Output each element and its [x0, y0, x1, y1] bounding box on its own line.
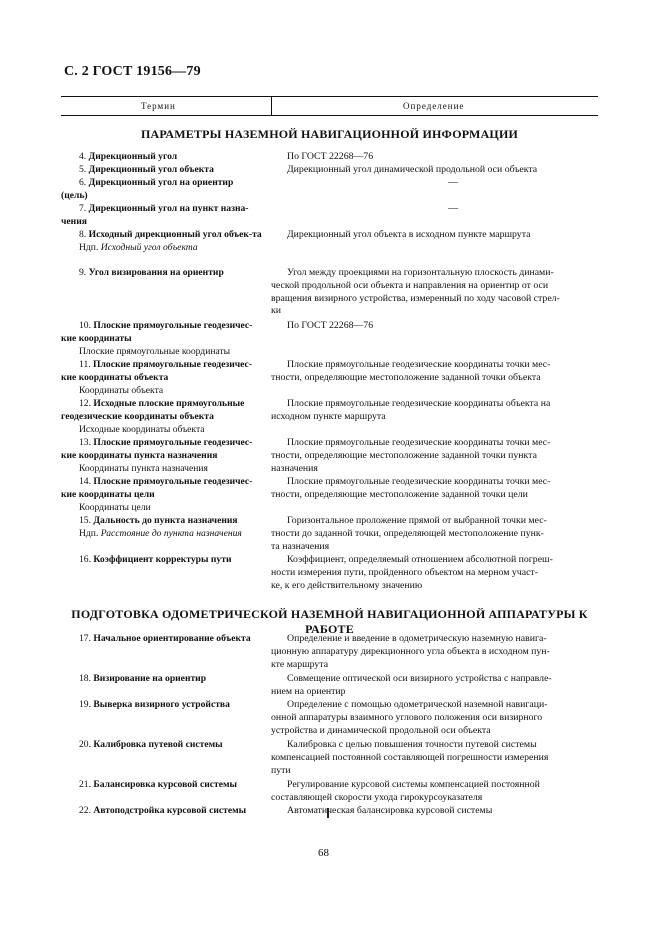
definition: Определение с помощью одометрической наземной навигаци- онной аппаратуры взаимного углового положения оси визирного устройства и динамической продольной оси объекта: [271, 699, 548, 736]
term-row: 16. Коэффициент корректуры пути: [79, 554, 232, 565]
term-row: 12. Исходные плоские прямоугольные геодезические координаты объекта Исходные координаты объекта: [61, 398, 245, 435]
definition: Коэффициент, определяемый отношением абсолютной погреш- ности измерения пути, пройденного объектом на мерном участ- ке, к его действительному значению: [271, 554, 553, 591]
margin-tick: [327, 808, 333, 818]
term-row: 10. Плоские прямоугольные геодезичес- кие координаты Плоские прямоугольные координаты: [61, 320, 253, 357]
term-row: 8. Исходный дирекционный угол объек-та Ндп. Исходный угол объекта: [79, 229, 262, 253]
table-header-rule: [61, 115, 598, 116]
definition: Регулирование курсовой системы компенсацией постоянной составляющей скорости ухода гирокурсоуказателя: [271, 779, 540, 803]
definition: По ГОСТ 22268—76: [287, 151, 374, 162]
definition: Дирекционный угол динамической продольной оси объекта: [287, 164, 538, 175]
term-row: 11. Плоские прямоугольные геодезичес- кие координаты объекта Координаты объекта: [61, 359, 253, 396]
table-top-rule: [61, 96, 598, 97]
page-number: 68: [318, 847, 329, 859]
definition: Угол между проекциями на горизонтальную плоскость динами- ческой продольной оси объекта и направления на ориентир от оси вращения визирного устройства, измеренный по ходу часовой стрел- ки: [271, 267, 560, 317]
term-row: 19. Выверка визирного устройства: [79, 699, 230, 710]
definition: Определение и введение в одометрическую наземную навига- ционную аппаратуру дирекционного угла объекта в исходном пун- кте маршрута: [271, 633, 550, 670]
definition: Автоматическая балансировка курсовой системы: [287, 805, 493, 816]
term-row: 22. Автоподстройка курсовой системы: [79, 805, 247, 816]
section-title: ПАРАМЕТРЫ НАЗЕМНОЙ НАВИГАЦИОННОЙ ИНФОРМАЦИИ: [140, 127, 519, 141]
term-row: 7. Дирекционный угол на пункт назна- чения: [61, 203, 249, 227]
page-header: С. 2 ГОСТ 19156—79: [64, 64, 201, 79]
definition-dash: —: [448, 177, 458, 188]
definition: Дирекционный угол объекта в исходном пункте маршрута: [287, 229, 531, 240]
term-row: 14. Плоские прямоугольные геодезичес- кие координаты цели Координаты цели: [61, 476, 253, 513]
term-row: 18. Визирование на ориентир: [79, 673, 207, 684]
section-title: ПОДГОТОВКА ОДОМЕТРИЧЕСКОЙ НАЗЕМНОЙ НАВИГАЦИОННОЙ АППАРАТУРЫ К РАБОТЕ: [71, 607, 588, 636]
column-header-definition: Определение: [403, 101, 465, 111]
term-row: 4. Дирекционный угол: [79, 151, 178, 162]
definition: Плоские прямоугольные геодезические координаты объекта на исходном пункте маршрута: [271, 398, 551, 422]
definition: Плоские прямоугольные геодезические координаты точки мес- тности, определяющие местоположение заданной точки пункта назначения: [271, 437, 551, 474]
definition: Калибровка с целью повышения точности путевой системы компенсацией постоянной составляющей погрешности измерения пути: [271, 739, 549, 776]
definition-dash: —: [448, 203, 458, 214]
term-row: 5. Дирекционный угол объекта: [79, 164, 214, 175]
definition: Плоские прямоугольные геодезические координаты точки мес- тности, определяющие местоположение заданной точки объекта: [271, 359, 551, 383]
term-row: 9. Угол визирования на ориентир: [79, 267, 224, 278]
term-row: 13. Плоские прямоугольные геодезичес- кие координаты пункта назначения Координаты пункта назначения: [61, 437, 253, 474]
term-row: 6. Дирекционный угол на ориентир (цель): [61, 177, 234, 201]
column-divider: [271, 96, 272, 115]
term-row: 20. Калибровка путевой системы: [79, 739, 223, 750]
column-header-term: Термин: [141, 101, 176, 111]
definition: Горизонтальное проложение прямой от выбранной точки мес- тности до заданной точки, определяющей местоположение пунк- та назначения: [271, 515, 547, 552]
definition: По ГОСТ 22268—76: [287, 320, 374, 331]
term-row: 17. Начальное ориентирование объекта: [79, 633, 251, 644]
term-row: 15. Дальность до пункта назначения Ндп. Расстояние до пункта назначения: [79, 515, 242, 539]
term-row: 21. Балансировка курсовой системы: [79, 779, 237, 790]
definition: Плоские прямоугольные геодезические координаты точки мес- тности, определяющие местоположение заданной точки цели: [271, 476, 551, 500]
definition: Совмещение оптической оси визирного устройства с направле- нием на ориентир: [271, 673, 552, 697]
